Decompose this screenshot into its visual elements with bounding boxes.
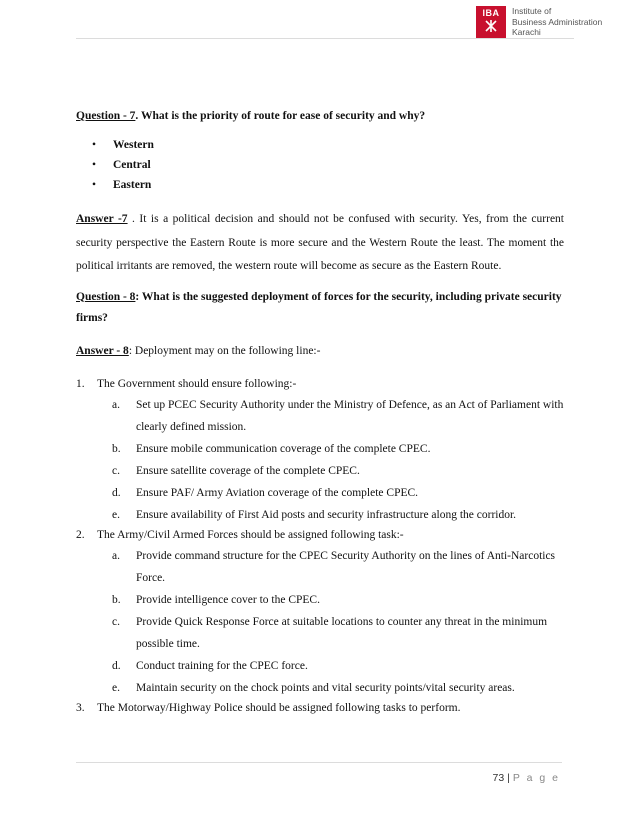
- option-label: Western: [113, 139, 154, 151]
- list-item: [76, 135, 564, 155]
- question-7-label: Question - 7: [76, 110, 136, 122]
- institute-line: Karachi: [512, 27, 541, 37]
- list-item: [112, 655, 564, 677]
- institute-line: Business Administration: [512, 16, 603, 27]
- item-letter: a.: [112, 549, 120, 562]
- bullet-icon: •: [92, 179, 97, 191]
- list-item: [112, 438, 564, 460]
- deployment-list: [76, 375, 564, 718]
- item-letter: e.: [112, 681, 120, 694]
- item-letter: d.: [112, 486, 121, 499]
- page-word: P a g e: [512, 772, 560, 784]
- logo-abbreviation: IBA: [482, 8, 500, 18]
- sub-list: [97, 394, 564, 526]
- item-text: Provide command structure for the CPEC Security Authority on the lines of Anti-Narcotics Force.: [136, 549, 556, 584]
- list-item: [112, 504, 564, 526]
- iba-logo-mark: [476, 6, 506, 38]
- footer-separator: |: [507, 772, 510, 784]
- item-number: 1.: [76, 377, 85, 390]
- list-item: [76, 526, 564, 699]
- item-text: Maintain security on the chock points and vital security points/vital security areas.: [136, 681, 515, 694]
- list-item: [112, 589, 564, 611]
- answer-8: [76, 342, 564, 361]
- item-letter: a.: [112, 398, 120, 411]
- iba-logo: [476, 6, 602, 38]
- question-7-text: . What is the priority of route for ease of security and why?: [135, 110, 426, 122]
- answer-7: [76, 208, 564, 279]
- list-item: [112, 482, 564, 504]
- list-item: [112, 545, 564, 589]
- item-text: Provide Quick Response Force at suitable locations to counter any threat in the minimum possible time.: [136, 615, 548, 650]
- answer-8-label: Answer - 8: [76, 344, 129, 357]
- sub-list: [97, 545, 564, 699]
- answer-7-text: . It is a political decision and should not be confused with security. Yes, from the current security perspective the Eastern Route is more secure and the Western Route the least. The moment the political irritants are removed, the western route will become as secure as the Eastern Route.: [76, 213, 565, 272]
- institute-name: [512, 6, 602, 38]
- option-label: Eastern: [113, 179, 152, 191]
- item-text: Ensure PAF/ Army Aviation coverage of the complete CPEC.: [136, 486, 419, 499]
- bullet-icon: •: [92, 159, 97, 171]
- item-text: Provide intelligence cover to the CPEC.: [136, 593, 320, 606]
- page-content: [76, 107, 564, 718]
- iba-emblem-icon: [483, 19, 499, 33]
- item-text: Ensure satellite coverage of the complete CPEC.: [136, 464, 360, 477]
- footer-divider: [76, 762, 562, 763]
- item-letter: b.: [112, 593, 121, 606]
- item-text: Ensure mobile communication coverage of the complete CPEC.: [136, 442, 431, 455]
- bullet-icon: •: [92, 139, 97, 151]
- item-number: 3.: [76, 701, 85, 714]
- page-footer: [492, 772, 560, 784]
- institute-line: Institute of: [512, 6, 552, 16]
- list-item: [112, 677, 564, 699]
- question-8-text: : What is the suggested deployment of forces for the security, including private security firms?: [76, 290, 562, 324]
- item-text: The Motorway/Highway Police should be assigned following tasks to perform.: [97, 701, 461, 714]
- item-text: The Army/Civil Armed Forces should be assigned following task:-: [97, 528, 404, 541]
- option-label: Central: [113, 159, 151, 171]
- list-item: [112, 611, 564, 655]
- item-letter: d.: [112, 659, 121, 672]
- question-7: [76, 107, 564, 126]
- list-item: [76, 155, 564, 175]
- list-item: [76, 175, 564, 195]
- item-letter: e.: [112, 508, 120, 521]
- answer-8-text: : Deployment may on the following line:-: [128, 344, 321, 357]
- item-letter: b.: [112, 442, 121, 455]
- item-text: The Government should ensure following:-: [97, 377, 297, 390]
- list-item: [76, 699, 564, 718]
- item-letter: c.: [112, 615, 120, 628]
- item-text: Set up PCEC Security Authority under the Ministry of Defence, as an Act of Parliament with clearly defined mission.: [136, 398, 564, 433]
- question-8: [76, 287, 564, 329]
- list-item: [112, 460, 564, 482]
- item-letter: c.: [112, 464, 120, 477]
- page-number: 73: [492, 772, 505, 784]
- item-text: Conduct training for the CPEC force.: [136, 659, 308, 672]
- list-item: [112, 394, 564, 438]
- item-text: Ensure availability of First Aid posts and security infrastructure along the corridor.: [136, 508, 517, 521]
- question-8-label: Question - 8: [76, 290, 136, 303]
- item-number: 2.: [76, 528, 85, 541]
- list-item: [76, 375, 564, 526]
- header-divider: [76, 38, 574, 39]
- route-options-list: [76, 135, 564, 195]
- answer-7-label: Answer -7: [76, 213, 128, 225]
